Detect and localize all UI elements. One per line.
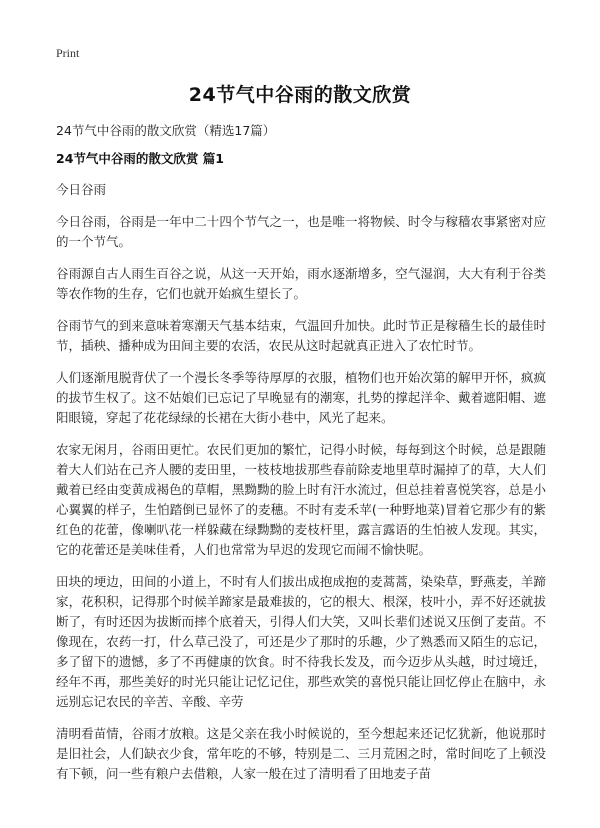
paragraph-2: 谷雨源自古人雨生百谷之说，从这一天开始，雨水逐渐增多，空气湿润，大大有利于谷类等农作物的生存，它们也就开始疯生望长了。 (56, 266, 546, 301)
paragraph-0: 今日谷雨 (56, 182, 107, 197)
paragraph-6: 田块的埂边，田间的小道上，不时有人们拔出成抱成抱的麦蒿蒿，染染草，野燕麦，羊蹄家，花积积，记得那个时候羊蹄家是最难拔的，它的根大、根深，枝叶小，弄不好还就拔断了，有时还因为拔断而摔个底着天，引得人们大笑，又叫长辈们述说又压倒了麦苗。不像现在，农药一打，什么草己没了，可还是少了那时的乐趣，少了熟悉而又陌生的忘记，多了留下的遗憾，多了不再健康的饮食。时不待我长发及，而今迈步从头越，时过境迁，经年不再，那些美好的时光只能让记忆记住，那些欢笑的喜悦只能让回忆停止在脑中，永远别忘记农民的辛苦、辛酸、辛劳 (56, 574, 546, 709)
paragraph-5: 农家无闲月，谷雨田更忙。农民们更加的繁忙，记得小时候，每每到这个时候，总是跟随着大人们站在己齐人腰的麦田里，一枝枝地拔那些春前除麦地里草时漏掉了的草，大人们戴着已经由变黄成褐色的草帽，黑黝黝的脸上时有汗水流过，但总挂着喜悦笑容，总是小心翼翼的样子，生怕踏倒已显怀了的麦穗。不时有麦禾苹(一种野地菜)冒着它那少有的紫红色的花蕾，像喇叭花一样躲藏在绿黝黝的麦枝杆里，露言露语的生怕被人发现。其实，它的花蕾还是美味佳肴，人们也常常为早迟的发现它而闹不愉快呢。 (56, 442, 546, 557)
paragraph-3: 谷雨节气的到来意味着寒潮天气基本结束，气温回升加快。此时节正是稼穑生长的最佳时节，插秧、播种成为田间主要的农活，农民从这时起就真正进入了农忙时节。 (56, 318, 546, 353)
article-subtitle: 24节气中谷雨的散文欣赏（精选17篇） (56, 123, 276, 138)
page-title: 24节气中谷雨的散文欣赏 (188, 84, 412, 106)
print-link[interactable]: Print (56, 46, 80, 60)
paragraph-7: 清明看苗情，谷雨才放粮。这是父亲在我小时候说的，至今想起来还记忆犹新，他说那时是旧社会，人们缺衣少食，常年吃的不够，特别是二、三月荒困之时，常时间吃了上顿没有下顿，问一些有粮户去借粮，人家一般在过了清明看了田地麦子苗 (56, 726, 546, 781)
paragraph-1: 今日谷雨，谷雨是一年中二十四个节气之一，也是唯一将物候、时令与稼穑农事紧密对应的一个节气。 (56, 214, 546, 249)
paragraph-4: 人们逐渐甩脱背伏了一个漫长冬季等待厚厚的衣服，植物们也开始次第的解甲开怀，疯疯的拔节生权了。这不姑娘们已忘记了早晚显有的潮寒，扎势的撑起洋伞、戴着遮阳帽、遮阳眼镜，穿起了花花绿绿的长裙在大街小巷中，风光了起来。 (56, 370, 546, 425)
article-body (56, 122, 546, 796)
section-heading: 24节气中谷雨的散文欣赏 篇1 (56, 151, 224, 166)
